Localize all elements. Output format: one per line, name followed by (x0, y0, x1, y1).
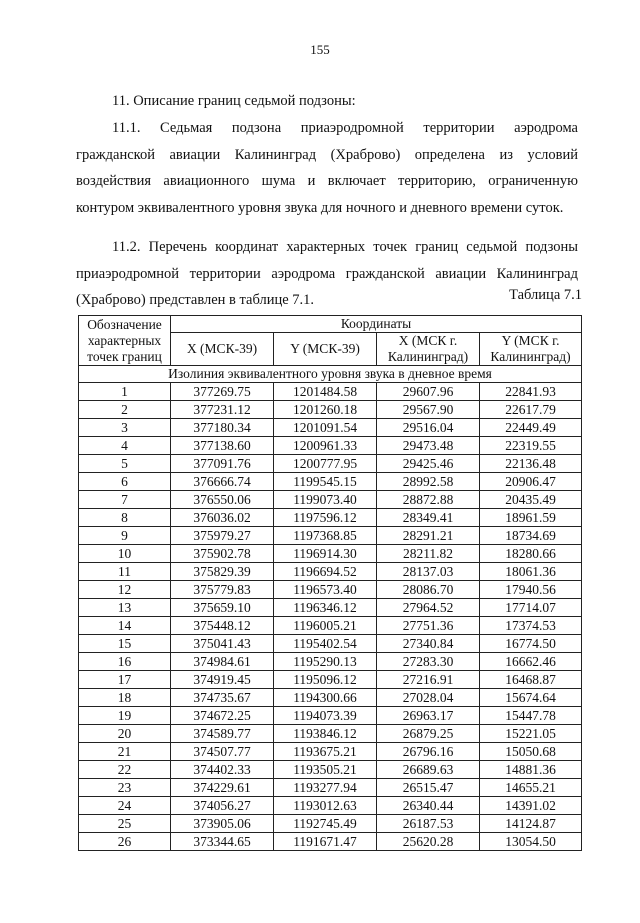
point-number-cell: 11 (79, 563, 171, 581)
x-city-cell: 29607.96 (377, 383, 480, 401)
point-number-cell: 4 (79, 437, 171, 455)
y-city-cell: 15221.05 (480, 725, 582, 743)
header-designation: Обозначение характерных точек границ (79, 316, 171, 366)
x-city-cell: 28211.82 (377, 545, 480, 563)
header-x-msk39: X (МСК-39) (171, 333, 274, 366)
x-city-cell: 26187.53 (377, 815, 480, 833)
y-msk39-cell: 1193012.63 (274, 797, 377, 815)
y-city-cell: 18734.69 (480, 527, 582, 545)
y-msk39-cell: 1199545.15 (274, 473, 377, 491)
table-row (79, 689, 582, 707)
y-city-cell: 17714.07 (480, 599, 582, 617)
table-row (79, 599, 582, 617)
x-msk39-cell: 376550.06 (171, 491, 274, 509)
y-msk39-cell: 1194300.66 (274, 689, 377, 707)
y-city-cell: 17374.53 (480, 617, 582, 635)
x-city-cell: 28291.21 (377, 527, 480, 545)
x-msk39-cell: 374672.25 (171, 707, 274, 725)
y-city-cell: 16774.50 (480, 635, 582, 653)
point-number-cell: 6 (79, 473, 171, 491)
table-row (79, 563, 582, 581)
y-city-cell: 18061.36 (480, 563, 582, 581)
point-number-cell: 21 (79, 743, 171, 761)
point-number-cell: 14 (79, 617, 171, 635)
y-city-cell: 20435.49 (480, 491, 582, 509)
point-number-cell: 1 (79, 383, 171, 401)
y-msk39-cell: 1195290.13 (274, 653, 377, 671)
x-city-cell: 29516.04 (377, 419, 480, 437)
x-city-cell: 28349.41 (377, 509, 480, 527)
y-city-cell: 22841.93 (480, 383, 582, 401)
x-msk39-cell: 374735.67 (171, 689, 274, 707)
y-msk39-cell: 1191671.47 (274, 833, 377, 851)
point-number-cell: 7 (79, 491, 171, 509)
x-city-cell: 27340.84 (377, 635, 480, 653)
table-row (79, 743, 582, 761)
x-msk39-cell: 374589.77 (171, 725, 274, 743)
y-msk39-cell: 1196573.40 (274, 581, 377, 599)
y-msk39-cell: 1195402.54 (274, 635, 377, 653)
y-msk39-cell: 1193675.21 (274, 743, 377, 761)
x-city-cell: 25620.28 (377, 833, 480, 851)
x-city-cell: 28872.88 (377, 491, 480, 509)
x-msk39-cell: 374056.27 (171, 797, 274, 815)
table-row (79, 617, 582, 635)
x-city-cell: 29567.90 (377, 401, 480, 419)
table-row (79, 725, 582, 743)
y-city-cell: 14881.36 (480, 761, 582, 779)
y-msk39-cell: 1193846.12 (274, 725, 377, 743)
point-number-cell: 15 (79, 635, 171, 653)
y-city-cell: 22449.49 (480, 419, 582, 437)
x-msk39-cell: 377091.76 (171, 455, 274, 473)
table-row (79, 779, 582, 797)
table-row (79, 833, 582, 851)
y-city-cell: 18961.59 (480, 509, 582, 527)
point-number-cell: 10 (79, 545, 171, 563)
y-city-cell: 22319.55 (480, 437, 582, 455)
y-city-cell: 22136.48 (480, 455, 582, 473)
y-city-cell: 16662.46 (480, 653, 582, 671)
x-city-cell: 26689.63 (377, 761, 480, 779)
table-row (79, 671, 582, 689)
x-city-cell: 29473.48 (377, 437, 480, 455)
x-msk39-cell: 377180.34 (171, 419, 274, 437)
y-msk39-cell: 1197368.85 (274, 527, 377, 545)
table-caption: Таблица 7.1 (509, 287, 582, 303)
y-msk39-cell: 1193505.21 (274, 761, 377, 779)
x-msk39-cell: 374229.61 (171, 779, 274, 797)
table-row (79, 437, 582, 455)
x-city-cell: 27216.91 (377, 671, 480, 689)
x-msk39-cell: 373905.06 (171, 815, 274, 833)
table-row (79, 581, 582, 599)
point-number-cell: 8 (79, 509, 171, 527)
paragraph-11-1: 11.1. Седьмая подзона приаэродромной территории аэродрома гражданской авиации Калининград (Храброво) определена из условий воздействия авиационного шума и включает территорию, ограниченную контуром эквивалентного уровня звука для ночного и дневного времени суток. (76, 120, 578, 216)
x-msk39-cell: 375902.78 (171, 545, 274, 563)
header-y-city: Y (МСК г. Калининград) (480, 333, 582, 366)
point-number-cell: 16 (79, 653, 171, 671)
x-city-cell: 27283.30 (377, 653, 480, 671)
header-coordinates: Координаты (171, 316, 582, 333)
y-msk39-cell: 1193277.94 (274, 779, 377, 797)
x-msk39-cell: 375659.10 (171, 599, 274, 617)
x-msk39-cell: 375979.27 (171, 527, 274, 545)
x-msk39-cell: 375829.39 (171, 563, 274, 581)
x-city-cell: 26963.17 (377, 707, 480, 725)
table-row (79, 707, 582, 725)
table-row (79, 797, 582, 815)
x-city-cell: 28086.70 (377, 581, 480, 599)
x-msk39-cell: 374507.77 (171, 743, 274, 761)
x-city-cell: 28137.03 (377, 563, 480, 581)
x-city-cell: 27028.04 (377, 689, 480, 707)
x-msk39-cell: 377269.75 (171, 383, 274, 401)
x-city-cell: 27964.52 (377, 599, 480, 617)
y-city-cell: 14391.02 (480, 797, 582, 815)
y-city-cell: 18280.66 (480, 545, 582, 563)
x-city-cell: 26796.16 (377, 743, 480, 761)
point-number-cell: 23 (79, 779, 171, 797)
y-city-cell: 17940.56 (480, 581, 582, 599)
point-number-cell: 5 (79, 455, 171, 473)
y-city-cell: 16468.87 (480, 671, 582, 689)
x-msk39-cell: 374919.45 (171, 671, 274, 689)
point-number-cell: 18 (79, 689, 171, 707)
x-msk39-cell: 374402.33 (171, 761, 274, 779)
x-msk39-cell: 377231.12 (171, 401, 274, 419)
y-city-cell: 15674.64 (480, 689, 582, 707)
x-city-cell: 27751.36 (377, 617, 480, 635)
table-row (79, 455, 582, 473)
point-number-cell: 2 (79, 401, 171, 419)
x-city-cell: 29425.46 (377, 455, 480, 473)
table-row (79, 383, 582, 401)
table-row (79, 419, 582, 437)
y-city-cell: 14655.21 (480, 779, 582, 797)
table-row (79, 527, 582, 545)
y-msk39-cell: 1201091.54 (274, 419, 377, 437)
y-msk39-cell: 1201484.58 (274, 383, 377, 401)
table-row (79, 815, 582, 833)
point-number-cell: 9 (79, 527, 171, 545)
table-row (79, 509, 582, 527)
table-row (79, 545, 582, 563)
x-msk39-cell: 375779.83 (171, 581, 274, 599)
y-msk39-cell: 1200777.95 (274, 455, 377, 473)
x-msk39-cell: 377138.60 (171, 437, 274, 455)
point-number-cell: 26 (79, 833, 171, 851)
y-msk39-cell: 1192745.49 (274, 815, 377, 833)
table-row (79, 653, 582, 671)
y-msk39-cell: 1196005.21 (274, 617, 377, 635)
y-city-cell: 15050.68 (480, 743, 582, 761)
y-msk39-cell: 1200961.33 (274, 437, 377, 455)
header-y-msk39: Y (МСК-39) (274, 333, 377, 366)
point-number-cell: 13 (79, 599, 171, 617)
x-city-cell: 26340.44 (377, 797, 480, 815)
y-city-cell: 15447.78 (480, 707, 582, 725)
point-number-cell: 20 (79, 725, 171, 743)
isoline-label: Изолиния эквивалентного уровня звука в дневное время (79, 366, 582, 383)
point-number-cell: 3 (79, 419, 171, 437)
point-number-cell: 24 (79, 797, 171, 815)
table-row (79, 473, 582, 491)
table-row (79, 761, 582, 779)
point-number-cell: 17 (79, 671, 171, 689)
y-msk39-cell: 1199073.40 (274, 491, 377, 509)
y-city-cell: 22617.79 (480, 401, 582, 419)
y-msk39-cell: 1194073.39 (274, 707, 377, 725)
section-heading: 11. Описание границ седьмой подзоны: (112, 93, 356, 109)
coordinates-table (78, 315, 582, 851)
y-msk39-cell: 1196694.52 (274, 563, 377, 581)
point-number-cell: 22 (79, 761, 171, 779)
x-city-cell: 26879.25 (377, 725, 480, 743)
y-city-cell: 13054.50 (480, 833, 582, 851)
y-city-cell: 20906.47 (480, 473, 582, 491)
paragraph-11-2: 11.2. Перечень координат характерных точек границ седьмой подзоны приаэродромной территории аэродрома гражданской авиации Калининград (Храброво) представлен в таблице 7.1. (76, 239, 578, 308)
header-x-city: X (МСК г. Калининград) (377, 333, 480, 366)
table-row (79, 401, 582, 419)
page-number: 155 (310, 42, 330, 57)
x-msk39-cell: 375041.43 (171, 635, 274, 653)
point-number-cell: 19 (79, 707, 171, 725)
y-msk39-cell: 1196914.30 (274, 545, 377, 563)
y-msk39-cell: 1195096.12 (274, 671, 377, 689)
y-msk39-cell: 1196346.12 (274, 599, 377, 617)
x-city-cell: 28992.58 (377, 473, 480, 491)
x-msk39-cell: 374984.61 (171, 653, 274, 671)
x-city-cell: 26515.47 (377, 779, 480, 797)
x-msk39-cell: 376666.74 (171, 473, 274, 491)
x-msk39-cell: 375448.12 (171, 617, 274, 635)
table-row (79, 491, 582, 509)
y-msk39-cell: 1201260.18 (274, 401, 377, 419)
table-row (79, 635, 582, 653)
point-number-cell: 25 (79, 815, 171, 833)
x-msk39-cell: 376036.02 (171, 509, 274, 527)
point-number-cell: 12 (79, 581, 171, 599)
y-msk39-cell: 1197596.12 (274, 509, 377, 527)
x-msk39-cell: 373344.65 (171, 833, 274, 851)
y-city-cell: 14124.87 (480, 815, 582, 833)
